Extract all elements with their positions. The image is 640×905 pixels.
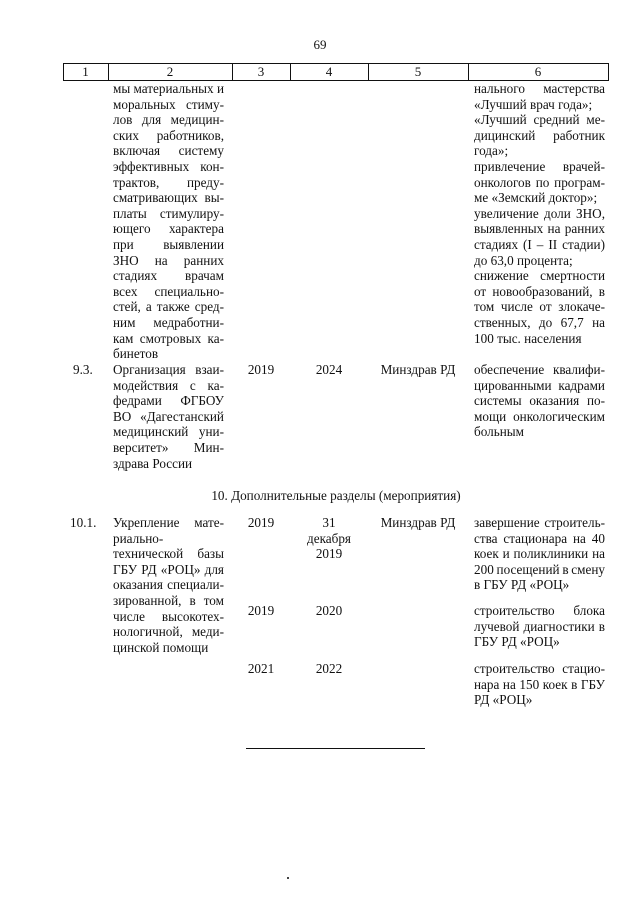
- sub1-result: [474, 515, 605, 593]
- text-line: онкологов по програм-: [474, 174, 605, 190]
- text-line: РД «РОЦ»: [474, 692, 533, 708]
- text-line: платы стимулиру-: [113, 205, 224, 221]
- header-col-1: 1: [82, 64, 89, 79]
- text-line: ним медработни-: [113, 314, 224, 330]
- text-line: сматривающих вы-: [113, 190, 224, 206]
- text-line: до 63,0 процента;: [474, 252, 573, 268]
- row-10-1-number: 10.1.: [70, 515, 97, 530]
- header-col-6: 6: [534, 64, 542, 79]
- text-line: технической базы: [113, 546, 224, 562]
- text-line: привлечение врачей-: [474, 158, 605, 174]
- section-heading: 10. Дополнительные разделы (мероприятия): [211, 488, 461, 503]
- cont-col6-text: [474, 81, 605, 346]
- text-line: мы материальных и: [113, 81, 224, 96]
- text-line: ющего характера: [113, 221, 224, 237]
- text-line: всех специально-: [113, 283, 224, 299]
- text-line: от новообразований, в: [474, 283, 605, 299]
- text-line: трактов, преду-: [113, 174, 224, 190]
- text-line: «Лучший средний ме-: [474, 112, 605, 128]
- sub2-result: [474, 603, 605, 650]
- text-line: 200 посещений в смену: [474, 561, 605, 577]
- text-line: цированными кадрами: [474, 377, 605, 393]
- text-line: зированной, в том: [113, 592, 224, 608]
- text-line: 31: [322, 515, 336, 530]
- text-line: ских работников,: [113, 127, 224, 143]
- text-line: коек и поликлиники на: [474, 546, 605, 562]
- text-line: медицинский уни-: [113, 424, 224, 440]
- header-col-5: 5: [414, 64, 422, 79]
- text-line: ме «Земский доктор»;: [474, 190, 598, 206]
- text-line: декабря: [307, 530, 351, 546]
- text-line: обеспечение квалифи-: [474, 362, 605, 377]
- text-line: в ГБУ РД «РОЦ»: [474, 577, 570, 593]
- text-line: нального мастерства: [474, 81, 605, 96]
- header-col-2: 2: [166, 64, 174, 79]
- row-10-1-description: [113, 515, 224, 655]
- text-line: 2019: [315, 546, 343, 562]
- row-9-3-number: 9.3.: [73, 362, 93, 377]
- header-col-3: 3: [257, 64, 265, 79]
- text-line: ства стационара на 40: [474, 530, 605, 546]
- text-line: ГБУ РД «РОЦ»: [474, 634, 560, 650]
- text-line: ЗНО на ранних: [113, 252, 224, 268]
- sub3-end-year: 2022: [315, 661, 343, 676]
- text-line: 100 тыс. населения: [474, 330, 582, 346]
- text-line: при выявлении: [113, 236, 224, 252]
- text-line: здрава России: [113, 455, 193, 471]
- text-line: стей, а также сред-: [113, 299, 224, 315]
- text-line: года»;: [474, 143, 509, 159]
- text-line: стадиях (I – II стадии): [474, 236, 605, 252]
- scan-dot: [287, 877, 289, 879]
- text-line: Укрепление мате-: [113, 515, 224, 530]
- sub3-start-year: 2021: [247, 661, 275, 676]
- text-line: системы оказания по-: [474, 393, 605, 409]
- text-line: цинской помощи: [113, 639, 209, 655]
- text-line: выявленных на ранних: [474, 221, 605, 237]
- text-line: эффективных кон-: [113, 158, 224, 174]
- text-line: включая систему: [113, 143, 224, 159]
- text-line: федрами ФГБОУ: [113, 393, 224, 409]
- row-9-3-end-year: 2024: [315, 362, 343, 377]
- text-line: ственных, до 67,7 на: [474, 314, 605, 330]
- text-line: ВО «Дагестанский: [113, 408, 224, 424]
- text-line: бинетов: [113, 346, 159, 362]
- row-9-3-result: [474, 362, 605, 440]
- row-10-1-executor: Минздрав РД: [380, 515, 456, 530]
- row-9-3-description: [113, 362, 224, 471]
- text-line: снижение смертности: [474, 268, 605, 284]
- text-line: ГБУ РД «РОЦ» для: [113, 561, 224, 577]
- text-line: лов для медицин-: [113, 112, 224, 128]
- text-line: нологичной, меди-: [113, 624, 224, 640]
- text-line: больным: [474, 424, 524, 440]
- page-number: 69: [313, 37, 327, 52]
- text-line: завершение строитель-: [474, 515, 605, 530]
- text-line: стадиях врачам: [113, 268, 224, 284]
- header-col-4: 4: [325, 64, 333, 79]
- cont-col2-text: [113, 81, 224, 362]
- closing-separator: [246, 748, 425, 749]
- text-line: числе высокотех-: [113, 608, 224, 624]
- text-line: строительство стацио-: [474, 661, 605, 676]
- header-divider: [608, 63, 609, 81]
- text-line: риально-: [113, 530, 164, 546]
- text-line: нара на 150 коек в ГБУ: [474, 676, 605, 692]
- text-line: строительство блока: [474, 603, 605, 618]
- sub1-start-year: 2019: [247, 515, 275, 530]
- row-9-3-start-year: 2019: [247, 362, 275, 377]
- sub2-start-year: 2019: [247, 603, 275, 618]
- text-line: «Лучший врач года»;: [474, 96, 593, 112]
- text-line: Организация взаи-: [113, 362, 224, 377]
- text-line: лучевой диагностики в: [474, 618, 605, 634]
- text-line: оказания специали-: [113, 577, 224, 593]
- text-line: том числе от злокаче-: [474, 299, 605, 315]
- text-line: увеличение доли ЗНО,: [474, 205, 605, 221]
- text-line: дицинский работник: [474, 127, 605, 143]
- text-line: мощи онкологическим: [474, 408, 605, 424]
- text-line: моральных стиму-: [113, 96, 224, 112]
- sub3-result: [474, 661, 605, 708]
- text-line: верситет» Мин-: [113, 439, 224, 455]
- sub1-end-date: [290, 515, 368, 562]
- sub2-end-year: 2020: [315, 603, 343, 618]
- text-line: модействия с ка-: [113, 377, 224, 393]
- text-line: кам смотровых ка-: [113, 330, 224, 346]
- row-9-3-executor: Минздрав РД: [380, 362, 456, 377]
